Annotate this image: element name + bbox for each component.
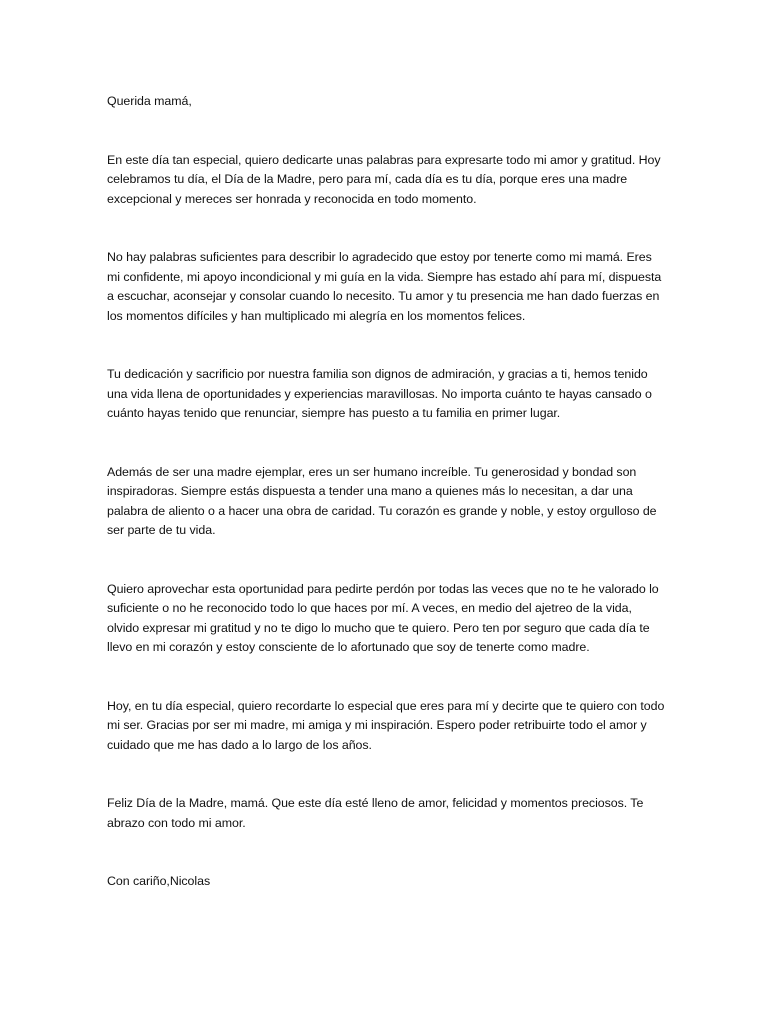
letter-paragraph-2: No hay palabras suficientes para describir lo agradecido que estoy por tenerte como mi mamá. Eres mi confidente, mi apoyo incondicional y mi guía en la vida. Siempre has estado ahí para mí, dispuesta a escuchar, aconsejar y consolar cuando lo necesito. Tu amor y tu presencia me han dado fuerzas en los momentos difíciles y han multiplicado mi alegría en los momentos felices. [107,250,662,323]
letter-closing-signature: Con cariño,Nicolas [107,874,211,888]
letter-paragraph-7: Feliz Día de la Madre, mamá. Que este día esté lleno de amor, felicidad y momentos preciosos. Te abrazo con todo mi amor. [107,796,644,830]
letter-paragraph-1: En este día tan especial, quiero dedicarte unas palabras para expresarte todo mi amor y gratitud. Hoy celebramos tu día, el Día de la Madre, pero para mí, cada día es tu día, porque eres una madre excepcional y mereces ser honrada y reconocida en todo momento. [107,152,661,206]
letter-greeting: Querida mamá, [107,94,192,108]
letter-paragraph-5: Quiero aprovechar esta oportunidad para pedirte perdón por todas las veces que no te he valorado lo suficiente o no he reconocido todo lo que haces por mí. A veces, en medio del ajetreo de la vida, olvido expresar mi gratitud y no te digo lo mucho que te quiero. Pero ten por seguro que cada día te llevo en mi corazón y estoy consciente de lo afortunado que soy de tenerte como madre. [107,581,659,654]
letter-paragraph-3: Tu dedicación y sacrificio por nuestra familia son dignos de admiración, y gracias a ti, hemos tenido una vida llena de oportunidades y experiencias maravillosas. No importa cuánto te hayas cansado o cuánto hayas tenido que renunciar, siempre has puesto a tu familia en primer lugar. [107,367,652,420]
letter-body [107,92,667,892]
letter-paragraph-4: Además de ser una madre ejemplar, eres un ser humano increíble. Tu generosidad y bondad son inspiradoras. Siempre estás dispuesta a tender una mano a quienes más lo necesitan, a dar una palabra de aliento o a hacer una obra de caridad. Tu corazón es grande y noble, y estoy orgulloso de ser parte de tu vida. [107,464,657,537]
letter-paragraph-6: Hoy, en tu día especial, quiero recordarte lo especial que eres para mí y decirte que te quiero con todo mi ser. Gracias por ser mi madre, mi amiga y mi inspiración. Espero poder retribuirte todo el amor y cuidado que me has dado a lo largo de los años. [107,698,665,752]
